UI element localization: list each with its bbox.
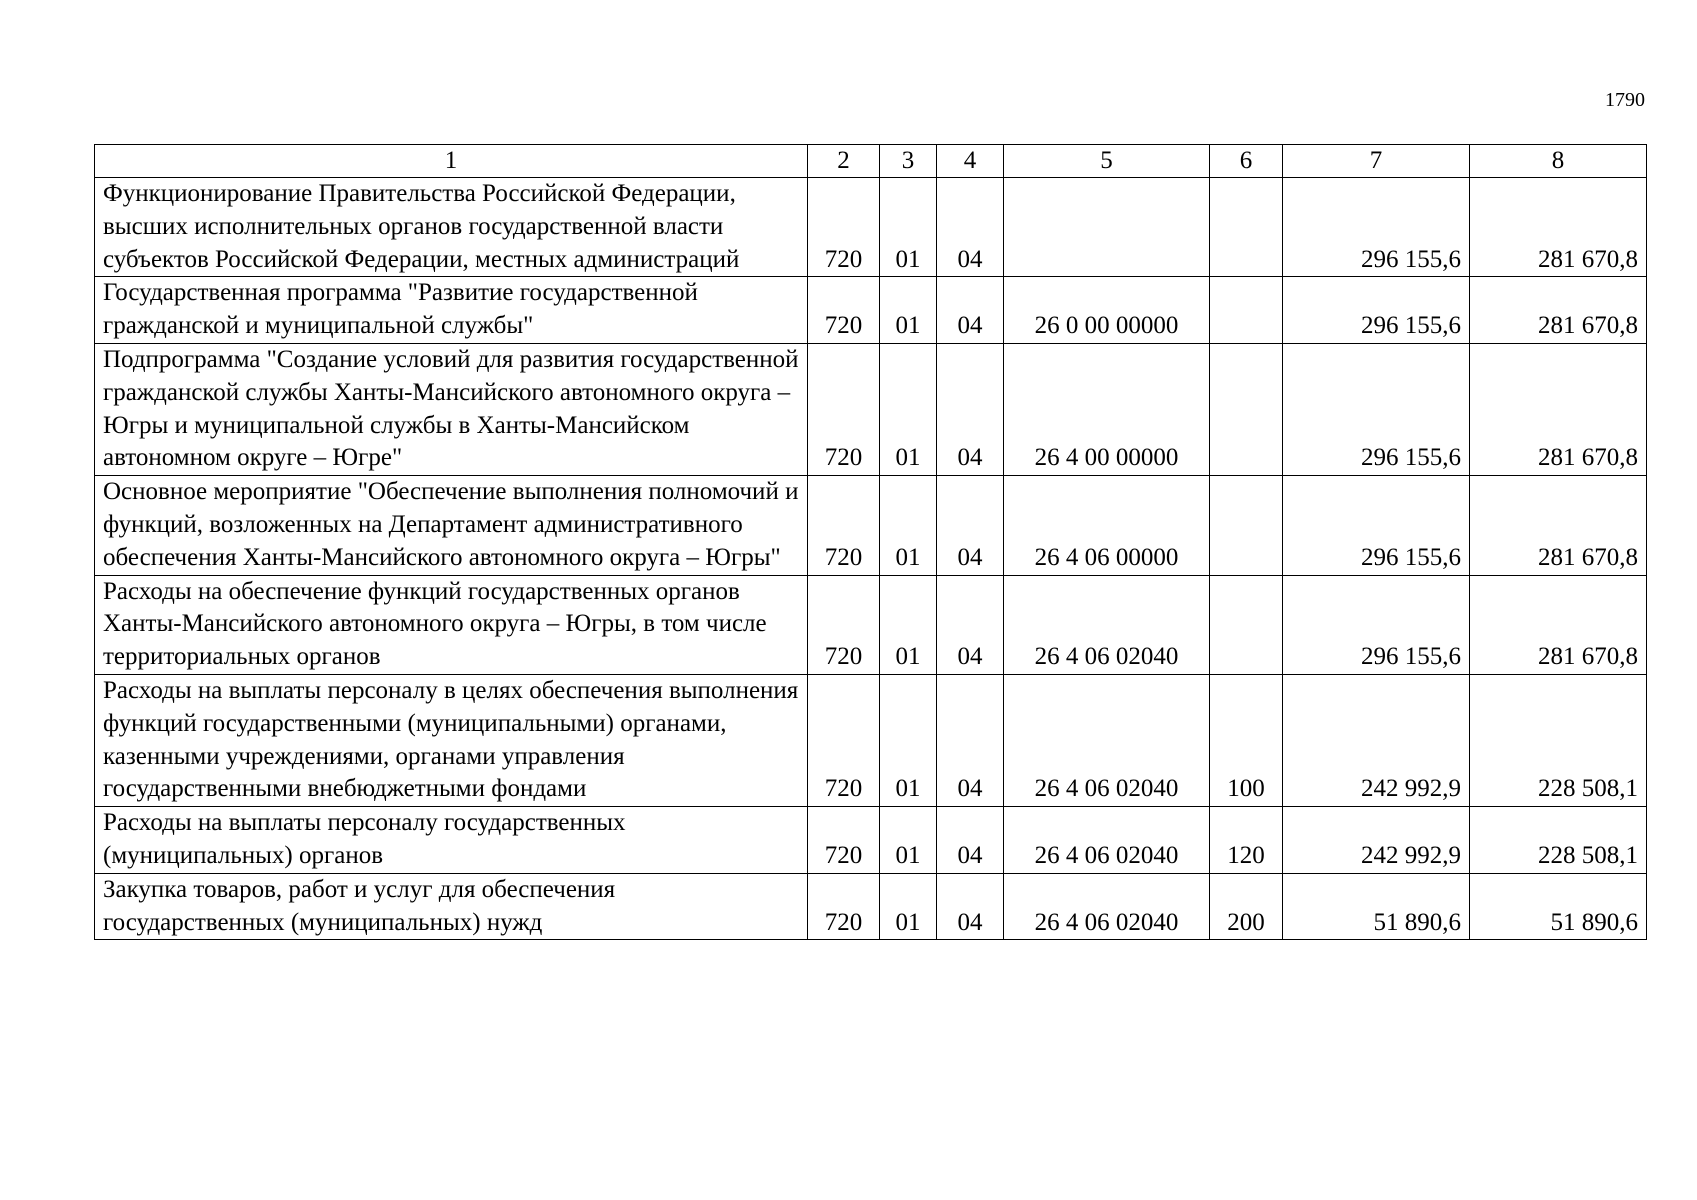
column-header: 6 [1210,145,1283,178]
row-section: 01 [880,343,937,475]
row-amount-2: 228 508,1 [1470,807,1647,874]
row-amount-1: 296 155,6 [1283,277,1470,344]
row-subsection: 04 [937,343,1004,475]
row-amount-2: 281 670,8 [1470,343,1647,475]
column-header: 1 [95,145,808,178]
row-section: 01 [880,178,937,277]
row-target: 26 4 00 00000 [1004,343,1210,475]
budget-table [94,144,1647,940]
table-row [95,575,1647,674]
row-amount-1: 242 992,9 [1283,674,1470,806]
row-section: 01 [880,575,937,674]
row-type [1210,178,1283,277]
row-ministry: 720 [808,277,880,344]
table-row [95,674,1647,806]
row-subsection: 04 [937,575,1004,674]
row-name: Государственная программа "Развитие государственной гражданской и муниципальной службы" [95,277,808,344]
column-header: 2 [808,145,880,178]
row-amount-2: 281 670,8 [1470,178,1647,277]
row-target: 26 4 06 02040 [1004,674,1210,806]
row-target: 26 4 06 02040 [1004,807,1210,874]
row-target: 26 4 06 00000 [1004,476,1210,575]
column-header: 4 [937,145,1004,178]
row-type [1210,343,1283,475]
column-header: 3 [880,145,937,178]
row-amount-2: 228 508,1 [1470,674,1647,806]
table-row [95,277,1647,344]
row-name: Функционирование Правительства Российской Федерации, высших исполнительных органов государственной власти субъектов Российской Федерации, местных администраций [95,178,808,277]
row-name: Расходы на выплаты персоналу государственных (муниципальных) органов [95,807,808,874]
row-type [1210,575,1283,674]
column-header: 5 [1004,145,1210,178]
row-section: 01 [880,807,937,874]
row-section: 01 [880,277,937,344]
row-amount-1: 296 155,6 [1283,575,1470,674]
row-ministry: 720 [808,178,880,277]
row-type: 120 [1210,807,1283,874]
row-amount-2: 281 670,8 [1470,575,1647,674]
row-name: Расходы на выплаты персоналу в целях обеспечения выполнения функций государственными (муниципальными) органами, казенными учреждениями, органами управления государственными внебюджетными фондами [95,674,808,806]
row-subsection: 04 [937,476,1004,575]
row-name: Закупка товаров, работ и услуг для обеспечения государственных (муниципальных) нужд [95,873,808,940]
row-amount-2: 51 890,6 [1470,873,1647,940]
row-name: Основное мероприятие "Обеспечение выполнения полномочий и функций, возложенных на Департамент административного обеспечения Ханты-Мансийского автономного округа – Югры" [95,476,808,575]
table-row [95,873,1647,940]
row-subsection: 04 [937,178,1004,277]
row-amount-2: 281 670,8 [1470,277,1647,344]
row-ministry: 720 [808,807,880,874]
row-subsection: 04 [937,674,1004,806]
row-ministry: 720 [808,674,880,806]
row-name: Расходы на обеспечение функций государственных органов Ханты-Мансийского автономного округа – Югры, в том числе территориальных органов [95,575,808,674]
row-type: 200 [1210,873,1283,940]
table-row [95,178,1647,277]
row-subsection: 04 [937,807,1004,874]
row-target: 26 0 00 00000 [1004,277,1210,344]
row-ministry: 720 [808,476,880,575]
page-number: 1790 [1605,89,1645,111]
row-section: 01 [880,476,937,575]
column-header: 7 [1283,145,1470,178]
table-row [95,807,1647,874]
table-row [95,343,1647,475]
row-section: 01 [880,674,937,806]
row-ministry: 720 [808,343,880,475]
row-ministry: 720 [808,873,880,940]
row-amount-1: 242 992,9 [1283,807,1470,874]
row-subsection: 04 [937,277,1004,344]
table-row [95,476,1647,575]
row-amount-1: 296 155,6 [1283,476,1470,575]
row-target: 26 4 06 02040 [1004,575,1210,674]
column-header: 8 [1470,145,1647,178]
row-amount-2: 281 670,8 [1470,476,1647,575]
row-amount-1: 51 890,6 [1283,873,1470,940]
row-target: 26 4 06 02040 [1004,873,1210,940]
row-type: 100 [1210,674,1283,806]
row-amount-1: 296 155,6 [1283,343,1470,475]
row-type [1210,476,1283,575]
row-subsection: 04 [937,873,1004,940]
row-amount-1: 296 155,6 [1283,178,1470,277]
row-type [1210,277,1283,344]
row-target [1004,178,1210,277]
row-ministry: 720 [808,575,880,674]
row-name: Подпрограмма "Создание условий для развития государственной гражданской службы Ханты-Мансийского автономного округа – Югры и муниципальной службы в Ханты-Мансийском автономном округе – Югре" [95,343,808,475]
row-section: 01 [880,873,937,940]
header-row [95,145,1647,178]
